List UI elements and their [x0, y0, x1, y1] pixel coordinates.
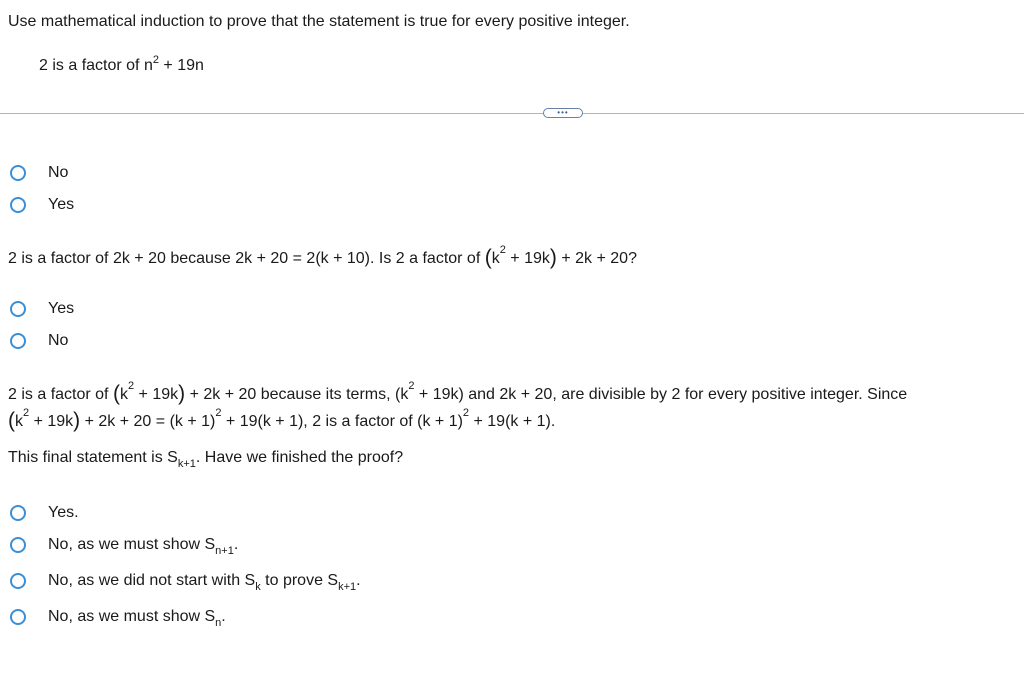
final-prefix: This final statement is S	[8, 449, 178, 466]
option-label	[48, 536, 239, 557]
option-punct: .	[221, 608, 226, 625]
final-subscript: k+1	[177, 458, 196, 470]
paren-close: )	[178, 382, 186, 405]
q2-exponent: 2	[499, 244, 506, 256]
q3-inner: + 19k	[134, 386, 179, 404]
q3-k: k	[15, 413, 23, 431]
radio-button[interactable]	[10, 537, 26, 553]
statement-prefix: 2 is a factor of n	[39, 57, 153, 74]
option-label: Yes.	[48, 504, 79, 521]
statement	[39, 54, 204, 75]
q2-inner: + 19k	[505, 250, 550, 268]
option-subscript: n	[215, 617, 222, 629]
q3-exponent-2: 2	[408, 380, 415, 392]
option-label: No	[48, 332, 69, 349]
option-punct: .	[233, 536, 239, 553]
radio-button[interactable]	[10, 505, 26, 521]
radio-button[interactable]	[10, 301, 26, 317]
q3-exponent: 2	[215, 407, 222, 419]
q3-l1-mid1: + 2k + 20 because its terms, (k	[189, 386, 409, 404]
q3-l2-mid: + 2k + 20 = (k + 1)	[84, 413, 216, 431]
q3-line-1	[8, 380, 908, 407]
option-text: No, as we must show S	[48, 608, 216, 625]
q2-option-no[interactable]	[10, 332, 68, 350]
option-punct: .	[356, 572, 361, 589]
radio-button[interactable]	[10, 573, 26, 589]
radio-button[interactable]	[10, 333, 26, 349]
q3-l2-end: + 19(k + 1).	[469, 413, 556, 431]
q3-exponent: 2	[23, 407, 30, 419]
q3-option-show-sn1[interactable]	[10, 536, 239, 557]
option-label	[48, 572, 361, 593]
q1-option-yes[interactable]	[10, 196, 74, 214]
option-label: Yes	[48, 196, 75, 213]
radio-button[interactable]	[10, 165, 26, 181]
option-text: No, as we must show S	[48, 536, 216, 553]
q3-l1-mid2: + 19k) and 2k + 20, are divisible by 2 for every positive integer. Since	[414, 386, 908, 404]
option-subscript: n+1	[215, 545, 234, 557]
q1-option-no[interactable]	[10, 164, 68, 182]
radio-button[interactable]	[10, 197, 26, 213]
paren-open: (	[484, 246, 492, 269]
q2-question	[8, 244, 637, 271]
paren-open: (	[8, 409, 15, 432]
q3-k: k	[119, 386, 128, 404]
q3-inner: + 19k	[29, 413, 74, 431]
section-divider	[0, 113, 1024, 114]
q3-exponent: 2	[462, 407, 470, 419]
option-label	[48, 608, 226, 629]
q2-text-start: 2 is a factor of 2k + 20 because 2k + 20 = 2(k + 10). Is 2 a factor of	[8, 250, 481, 268]
option-label: No	[48, 164, 69, 181]
paren-open: (	[112, 382, 120, 405]
q3-option-yes[interactable]	[10, 504, 79, 522]
option-subscript: k	[255, 581, 261, 593]
q3-option-not-start-sk[interactable]	[10, 572, 361, 593]
option-label: Yes	[48, 300, 75, 317]
q2-option-yes[interactable]	[10, 300, 74, 318]
statement-suffix: + 19n	[158, 57, 204, 74]
statement-exponent: 2	[152, 54, 159, 66]
paren-close: )	[73, 409, 81, 432]
q3-l2-mid2: + 19(k + 1), 2 is a factor of (k + 1)	[221, 413, 463, 431]
option-subscript-2: k+1	[338, 581, 357, 593]
show-more-button[interactable]: •••	[543, 108, 583, 118]
radio-button[interactable]	[10, 609, 26, 625]
q2-tail: + 2k + 20?	[561, 250, 637, 268]
q3-final-question	[8, 449, 404, 470]
final-suffix: . Have we finished the proof?	[195, 449, 404, 466]
option-text: No, as we did not start with S	[48, 572, 256, 589]
q3-exponent: 2	[127, 380, 135, 392]
q2-k: k	[491, 250, 500, 268]
q3-line-2	[8, 407, 556, 434]
paren-close: )	[549, 246, 557, 269]
q3-l1-start: 2 is a factor of	[8, 386, 109, 404]
option-text-2: to prove S	[260, 572, 339, 589]
instruction-text: Use mathematical induction to prove that the statement is true for every positive integer.	[8, 13, 630, 30]
q3-option-show-sn[interactable]	[10, 608, 226, 629]
